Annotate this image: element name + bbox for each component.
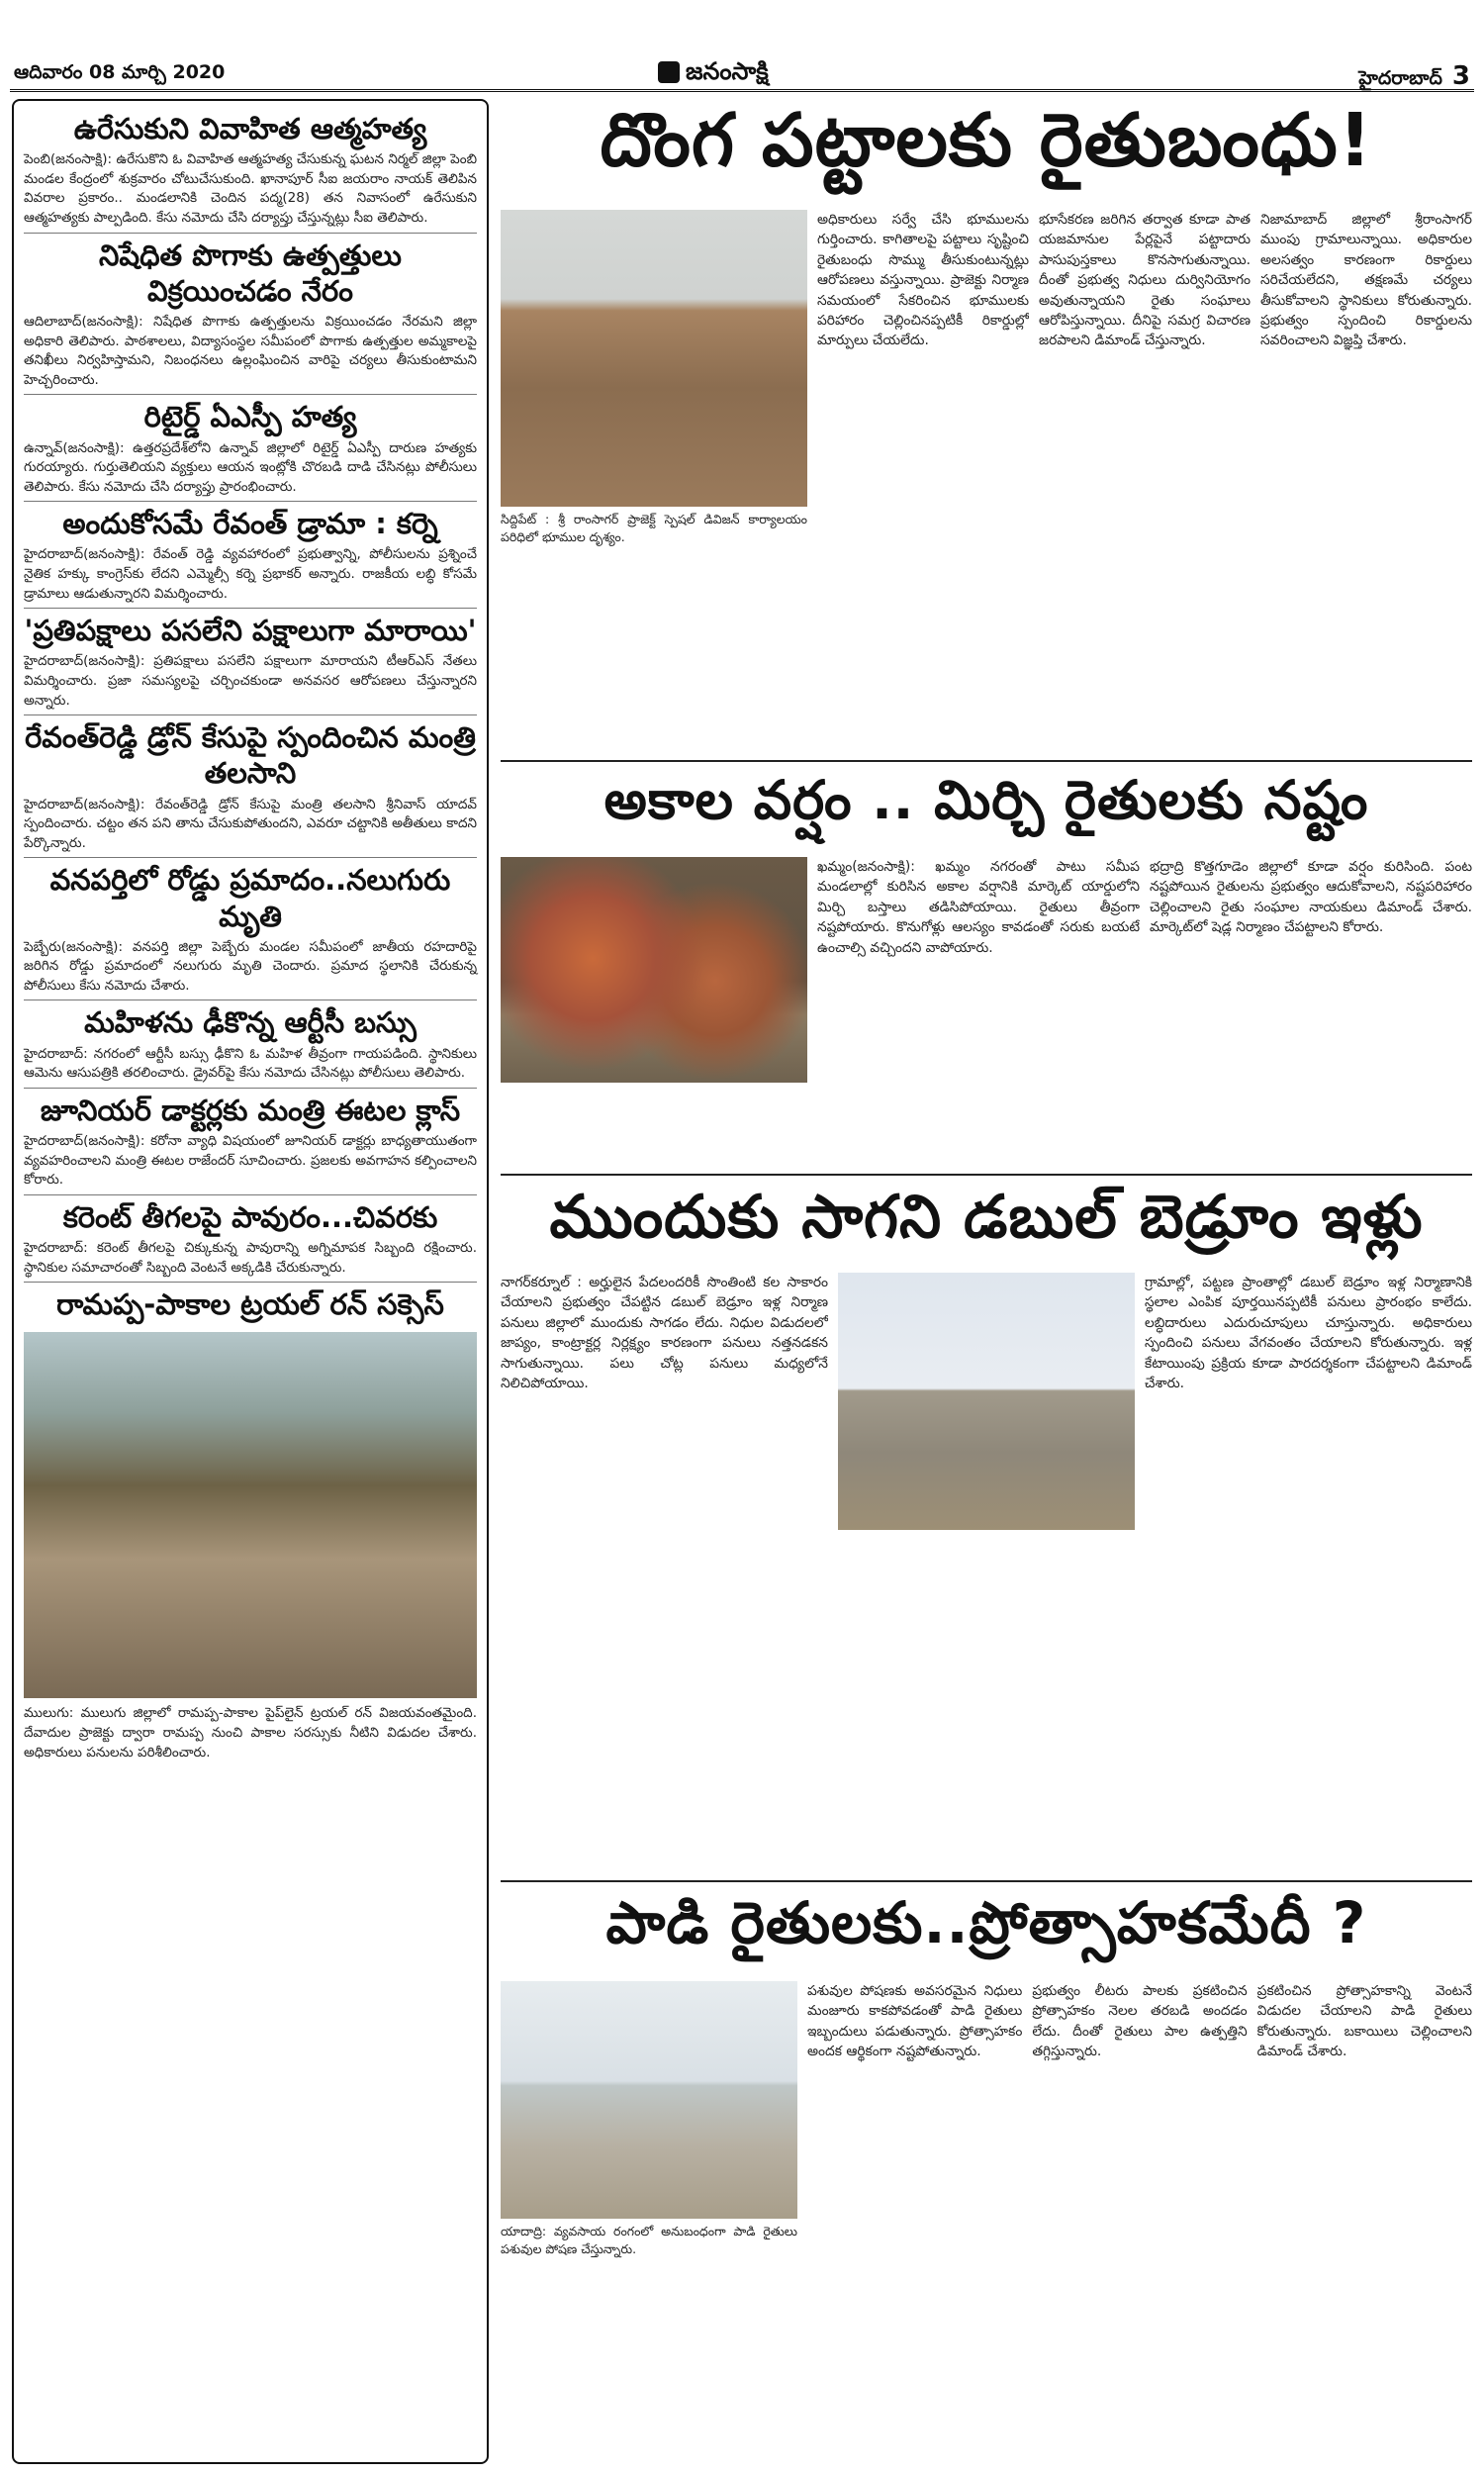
masthead-divider [10, 89, 1474, 92]
brief-headline: నిషేధిత పొగాకు ఉత్పత్తులు విక్రయించడం నేరం [24, 233, 477, 314]
story-text-column: భూసేకరణ జరిగిన తర్వాత కూడా పాత యజమానుల పేర్లపైనే పట్టాదారు పాసుపుస్తకాలు కొనసాగుతున్నాయి. దీంతో ప్రభుత్వ నిధులు దుర్వినియోగం అవుతున్నాయని రైతు సంఘాలు ఆరోపిస్తున్నాయి. దీనిపై సమగ్ర విచారణ జరపాలని డిమాండ్‌ చేస్తున్నారు. [1039, 212, 1251, 349]
story-columns [501, 1273, 1472, 1866]
brief-story [24, 501, 477, 604]
story-text-column: భద్రాద్రి కొత్తగూడెం జిల్లాలో కూడా వర్షం కురిసింది. పంట నష్టపోయిన రైతులను ప్రభుత్వం ఆదుకోవాలని, నష్టపరిహారం చెల్లించాలని రైతు సంఘాల నాయకులు డిమాండ్‌ చేశారు. మార్కెట్‌లో షెడ్ల నిర్మాణం చేపట్టాలని కోరారు. [1150, 859, 1472, 936]
brief-headline: రేవంత్‌రెడ్డి డ్రోన్‌ కేసుపై స్పందించిన మంత్రి తలసాని [24, 714, 477, 796]
story-text-column: అధికారులు సర్వే చేసి భూములను గుర్తించారు. కాగితాలపై పట్టాలు సృష్టించి రైతుబంధు సొమ్ము తీసుకుంటున్నట్లు ఆరోపణలు వస్తున్నాయి. ప్రాజెక్టు నిర్మాణ సమయంలో సేకరించిన భూములకు పరిహారం చెల్లించినప్పటికీ రికార్డుల్లో మార్పులు చేయలేదు. [817, 212, 1029, 349]
story-text-column: నాగర్‌కర్నూల్‌ : అర్హులైన పేదలందరికీ సొంతింటి కల సాకారం చేయాలని ప్రభుత్వం చేపట్టిన డబుల్‌ బెడ్రూం ఇళ్ల నిర్మాణ పనులు జిల్లాలో ముందుకు సాగడం లేదు. నిధుల విడుదలలో జాప్యం, కాంట్రాక్టర్ల నిర్లక్ష్యం కారణంగా పనులు నత్తనడకన సాగుతున్నాయి. పలు చోట్ల పనులు మధ్యలోనే నిలిచిపోయాయి. [501, 1275, 828, 1392]
story-divider [501, 1174, 1472, 1176]
story-text-column: ప్రభుత్వం లీటరు పాలకు ప్రకటించిన ప్రోత్సాహకం నెలల తరబడి అందడం లేదు. దీంతో రైతులు పాల ఉత్పత్తిని తగ్గిస్తున్నారు. [1032, 1983, 1248, 2060]
brief-headline: అందుకోసమే రేవంత్‌ డ్రామా : కర్నె [24, 501, 477, 545]
brief-headline: రిటైర్డ్‌ ఏఎస్పీ హత్య [24, 394, 477, 438]
brief-headline: కరెంట్‌ తీగలపై పావురం...చివరకు [24, 1194, 477, 1239]
brief-headline: జూనియర్‌ డాక్టర్లకు మంత్రి ఈటల క్లాస్‌ [24, 1088, 477, 1132]
logo-icon [658, 61, 680, 83]
brief-body: ములుగు: ములుగు జిల్లాలో రామప్ప-పాకాల పైప్‌లైన్‌ ట్రయల్‌ రన్‌ విజయవంతమైంది. దేవాదుల ప్రాజెక్టు ద్వారా రామప్ప నుంచి పాకాల సరస్సుకు నీటిని విడుదల చేశారు. అధికారులు పనులను పరిశీలించారు. [24, 1705, 477, 1761]
brief-headline: వనపర్తిలో రోడ్డు ప్రమాదం..నలుగురు మృతి [24, 857, 477, 938]
story-headline: పాడి రైతులకు..ప్రోత్సాహకమేదీ ? [605, 1889, 1367, 1956]
photo-caption: యాదాద్రి: వ్యవసాయ రంగంలో అనుబంధంగా పాడి రైతులు పశువుల పోషణ చేస్తున్నారు. [501, 2224, 797, 2256]
brief-body: ఆదిలాబాద్‌(జనంసాక్షి): నిషేధిత పొగాకు ఉత్పత్తులను విక్రయించడం నేరమని జిల్లా అధికారి తెలిపారు. పాఠశాలలు, విద్యాసంస్థల సమీపంలో పొగాకు ఉత్పత్తుల అమ్మకాలపై తనిఖీలు నిర్వహిస్తామని, నిబంధనలు ఉల్లంఘించిన వారిపై చర్యలు తీసుకుంటామని హెచ్చరించారు. [24, 314, 477, 388]
story-text-column: నిజామాబాద్‌ జిల్లాలో శ్రీరాంసాగర్‌ ముంపు గ్రామాలున్నాయి. అధికారుల అలసత్వం కారణంగా రికార్డులు సరిచేయలేదని, తక్షణమే చర్యలు తీసుకోవాలని స్థానికులు కోరుతున్నారు. ప్రభుత్వం స్పందించి రికార్డులను సవరించాలని విజ్ఞప్తి చేశారు. [1260, 212, 1472, 349]
brief-story [24, 1088, 477, 1190]
brief-body: హైదరాబాద్‌: నగరంలో ఆర్టీసీ బస్సు ఢీకొని ఓ మహిళ తీవ్రంగా గాయపడింది. స్థానికులు ఆమెను ఆసుపత్రికి తరలించారు. డ్రైవర్‌పై కేసు నమోదు చేసినట్లు పోలీసులు తెలిపారు. [24, 1045, 477, 1082]
brief-story [24, 714, 477, 853]
story-rythu-bandhu [501, 99, 1472, 757]
story-text-column: గ్రామాల్లో, పట్టణ ప్రాంతాల్లో డబుల్‌ బెడ్రూం ఇళ్ల నిర్మాణానికి స్థలాల ఎంపిక పూర్తయినప్పటికీ పనులు ప్రారంభం కాలేదు. లబ్ధిదారులు ఎదురుచూపులు చూస్తున్నారు. అధికారులు స్పందించి పనులు వేగవంతం చేయాలని కోరుతున్నారు. ఇళ్ల కేటాయింపు ప్రక్రియ కూడా పారదర్శకంగా చేపట్టాలని డిమాండ్‌ చేశారు. [1145, 1275, 1472, 1392]
brief-body: ఉన్నావ్‌(జనంసాక్షి): ఉత్తరప్రదేశ్‌లోని ఉన్నావ్‌ జిల్లాలో రిటైర్డ్‌ ఏఎస్పీ దారుణ హత్యకు గురయ్యారు. గుర్తుతెలియని వ్యక్తులు ఆయన ఇంట్లోకి చొరబడి దాడి చేసినట్లు పోలీసులు తెలిపారు. కేసు నమోదు చేసి దర్యాప్తు ప్రారంభించారు. [24, 439, 477, 495]
photo-caption: సిద్దిపేట్‌ : శ్రీ రాంసాగర్‌ ప్రాజెక్ట్‌ స్పెషల్‌ డివిజన్‌ కార్యాలయం పరిధిలో భూముల దృశ్యం. [501, 512, 807, 544]
brief-body: పెంబి(జనంసాక్షి): ఉరేసుకొని ఓ వివాహిత ఆత్మహత్య చేసుకున్న ఘటన నిర్మల్‌ జిల్లా పెంబి మండల కేంద్రంలో శుక్రవారం చోటుచేసుకుంది. ఖానాపూర్‌ సీఐ జయరాం నాయక్‌ తెలిపిన వివరాల ప్రకారం.. మండలానికి చెందిన పద్మ(28) తన నివాసంలో ఉరేసుకుని ఆత్మహత్యకు పాల్పడింది. కేసు నమోదు చేసి దర్యాప్తు చేస్తున్నట్లు సీఐ తెలిపారు. [24, 151, 477, 226]
newspaper-logo [658, 57, 769, 91]
brief-headline: 'ప్రతిపక్షాలు పసలేని పక్షాలుగా మారాయి' [24, 608, 477, 652]
brief-story [24, 107, 477, 229]
reservoir-photo [24, 1332, 477, 1698]
chilli-bags-photo [501, 857, 807, 1083]
brief-story [24, 1282, 477, 1762]
brief-headline: రామప్ప-పాకాల ట్రయల్‌ రన్‌ సక్సెస్‌ [24, 1282, 477, 1326]
story-mirchi-loss [501, 770, 1472, 1171]
story-photo-block [501, 210, 807, 744]
brief-body: హైదరాబాద్‌(జనంసాక్షి): కరోనా వ్యాధి విషయంలో జూనియర్‌ డాక్టర్లు బాధ్యతాయుతంగా వ్యవహరించాలని మంత్రి ఈటల రాజేందర్‌ సూచించారు. ప్రజలకు అవగాహన కల్పించాలని కోరారు. [24, 1133, 477, 1189]
city-name: హైదరాబాద్ [1358, 67, 1442, 89]
story-text-column: పశువుల పోషణకు అవసరమైన నిధులు మంజూరు కాకపోవడంతో పాడి రైతులు ఇబ్బందులు పడుతున్నారు. ప్రోత్సాహకం అందక ఆర్థికంగా నష్టపోతున్నారు. [807, 1983, 1023, 2060]
brief-story [24, 857, 477, 996]
story-columns [501, 857, 1472, 1159]
brief-body: హైదరాబాద్‌(జనంసాక్షి): ప్రతిపక్షాలు పసలేని పక్షాలుగా మారాయని టీఆర్‌ఎస్‌ నేతలు విమర్శించారు. ప్రజా సమస్యలపై చర్చించకుండా అనవసర ఆరోపణలు చేస్తున్నారని అన్నారు. [24, 653, 477, 709]
masthead [0, 0, 1484, 91]
issue-date: ఆదివారం 08 మార్చి 2020 [14, 61, 226, 83]
brief-body: హైదరాబాద్‌(జనంసాక్షి): రేవంత్‌రెడ్డి డ్రోన్‌ కేసుపై మంత్రి తలసాని శ్రీనివాస్‌ యాదవ్‌ స్పందించారు. చట్టం తన పని తాను చేసుకుపోతుందని, ఎవరూ చట్టానికి అతీతులు కాదని పేర్కొన్నారు. [24, 796, 477, 851]
brief-story [24, 608, 477, 711]
brief-story [24, 1000, 477, 1083]
story-photo-block [501, 1981, 797, 2451]
brief-body: హైదరాబాద్‌: కరెంట్‌ తీగలపై చిక్కుకున్న పావురాన్ని అగ్నిమాపక సిబ్బంది రక్షించారు. స్థానికుల సమాచారంతో సిబ్బంది వెంటనే అక్కడికి చేరుకున్నారు. [24, 1240, 477, 1276]
brief-story [24, 233, 477, 391]
page-number: 3 [1451, 61, 1470, 91]
news-briefs-sidebar [12, 99, 489, 2464]
story-double-bedroom [501, 1184, 1472, 1876]
story-columns [501, 1981, 1472, 2451]
story-headline: అకాల వర్షం .. మిర్చి రైతులకు నష్టం [603, 769, 1369, 831]
story-divider [501, 1880, 1472, 1882]
story-text-column: ప్రకటించిన ప్రోత్సాహకాన్ని వెంటనే విడుదల చేయాలని పాడి రైతులు కోరుతున్నారు. బకాయిలు చెల్లించాలని డిమాండ్‌ చేశారు. [1256, 1983, 1472, 2060]
brief-headline: ఉరేసుకుని వివాహిత ఆత్మహత్య [73, 112, 427, 145]
brief-story [24, 394, 477, 497]
story-headline: దొంగ పట్టాలకు రైతుబంధు! [600, 98, 1373, 183]
housing-construction-photo [838, 1273, 1135, 1530]
story-text-column: ఖమ్మం(జనంసాక్షి): ఖమ్మం నగరంతో పాటు సమీప మండలాల్లో కురిసిన అకాల వర్షానికి మార్కెట్‌ యార్డులోని మిర్చి బస్తాలు తడిసిపోయాయి. రైతులు తీవ్రంగా నష్టపోయారు. కొనుగోళ్లు ఆలస్యం కావడంతో సరుకు బయటే ఉంచాల్సి వచ్చిందని వాపోయారు. [817, 859, 1140, 956]
brief-story [24, 1194, 477, 1278]
brief-body: పెబ్బేరు(జనంసాక్షి): వనపర్తి జిల్లా పెబ్బేరు మండల సమీపంలో జాతీయ రహదారిపై జరిగిన రోడ్డు ప్రమాదంలో నలుగురు మృతి చెందారు. ప్రమాద స్థలానికి చేరుకున్న పోలీసులు కేసు నమోదు చేశారు. [24, 938, 477, 994]
brief-body: హైదరాబాద్‌(జనంసాక్షి): రేవంత్‌ రెడ్డి వ్యవహారంలో ప్రభుత్వాన్ని, పోలీసులను ప్రశ్నించే నైతిక హక్కు కాంగ్రెస్‌కు లేదని ఎమ్మెల్సీ కర్నె ప్రభాకర్‌ అన్నారు. రాజకీయ లబ్ధి కోసమే డ్రామాలు ఆడుతున్నారని విమర్శించారు. [24, 546, 477, 602]
story-columns [501, 210, 1472, 744]
story-headline: ముందుకు సాగని డబుల్‌ బెడ్రూం ఇళ్లు [549, 1183, 1424, 1252]
logo-text: జనంసాక్షి [686, 57, 769, 85]
brief-headline: మహిళను ఢీకొన్న ఆర్టీసీ బస్సు [24, 1000, 477, 1044]
story-divider [501, 760, 1472, 762]
milk-centre-photo [501, 1981, 797, 2219]
story-dairy-farmers [501, 1890, 1472, 2459]
farmland-photo [501, 210, 807, 507]
main-stories [501, 99, 1472, 2464]
